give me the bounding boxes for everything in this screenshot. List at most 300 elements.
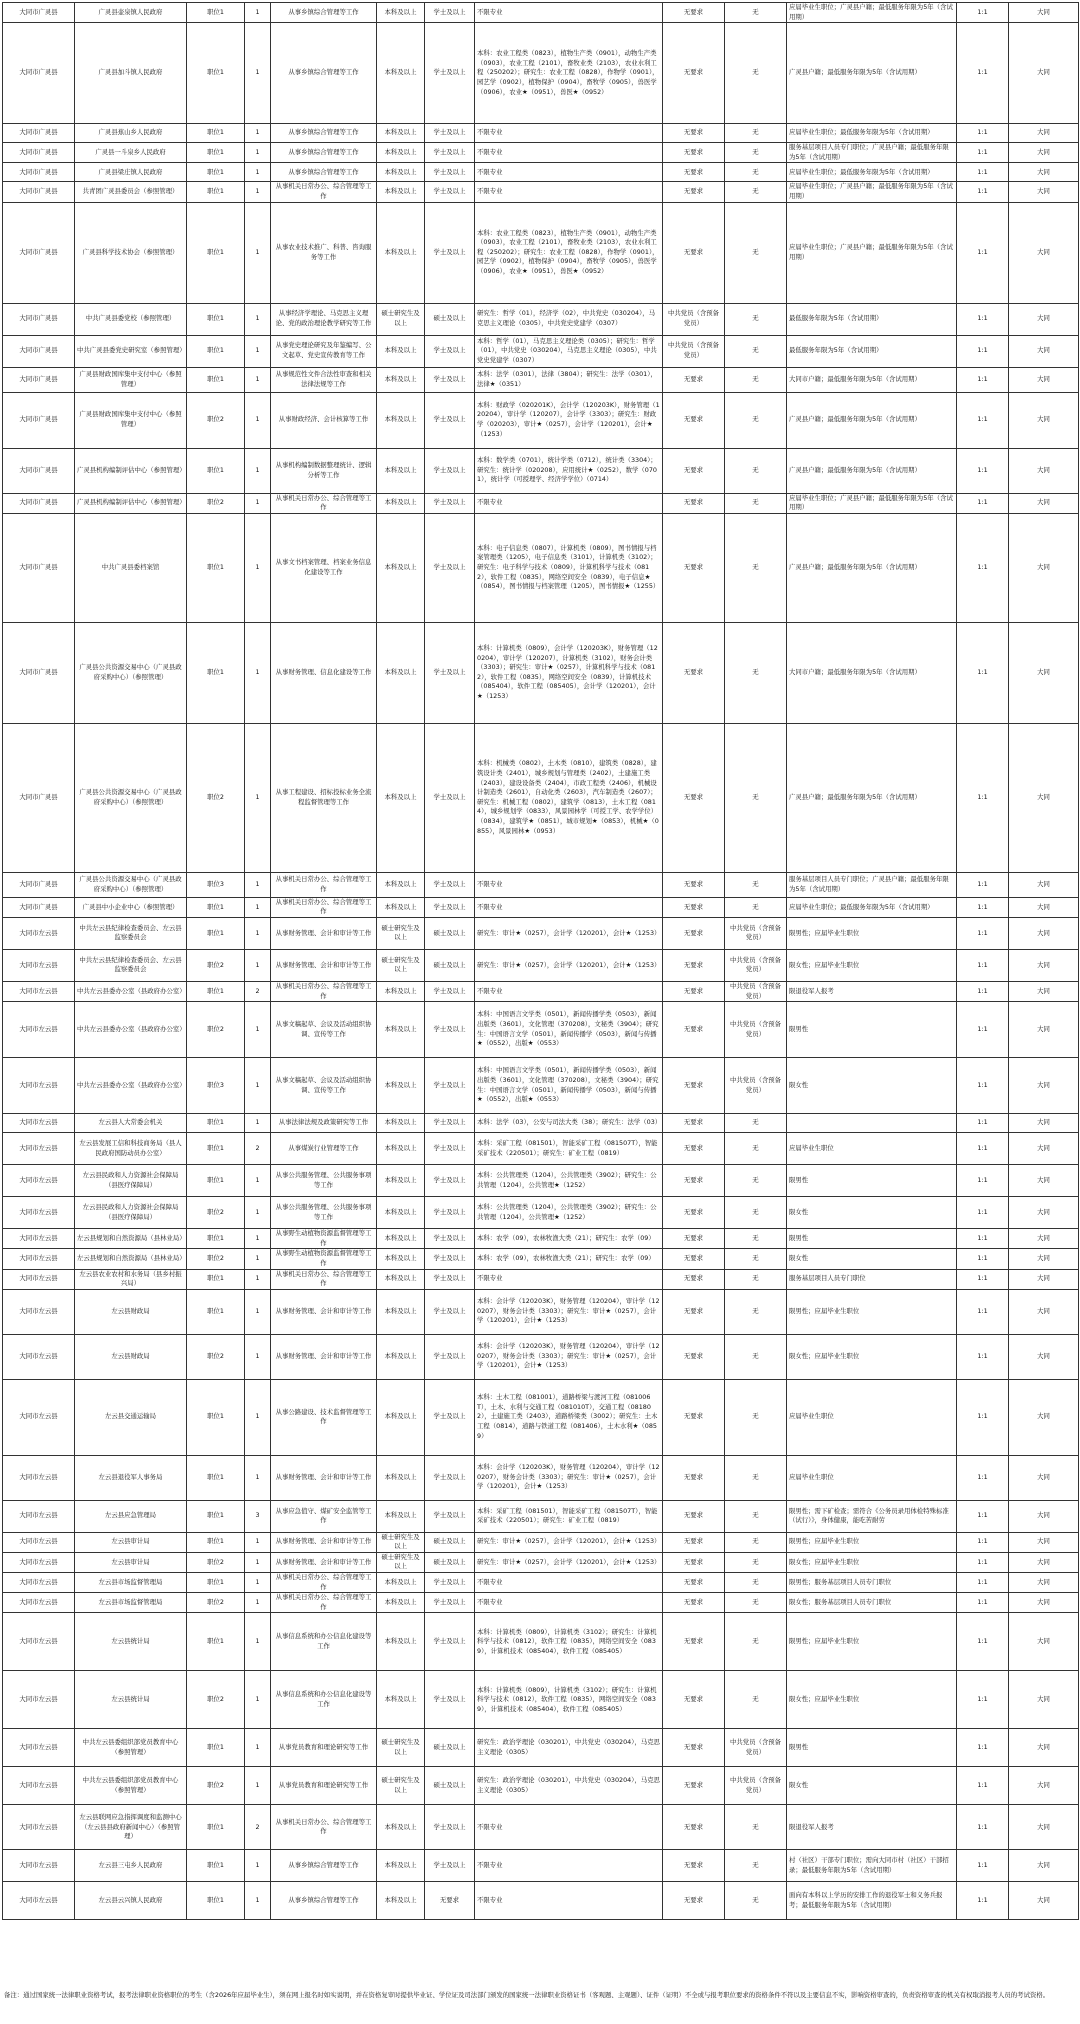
cell-position-code: 职位1 xyxy=(187,1165,245,1197)
cell-department: 广灵县科学技术协会（参照管理） xyxy=(75,202,187,303)
cell-exam-site: 大同 xyxy=(1009,1133,1079,1165)
cell-job-duties: 从事党史理论研究及年鉴编写、公文起草、党史宣传教育等工作 xyxy=(271,335,377,367)
cell-position-code: 职位1 xyxy=(187,622,245,723)
cell-political-status: 无要求 xyxy=(663,872,725,897)
cell-headcount: 1 xyxy=(245,1552,271,1572)
cell-education: 本科及以上 xyxy=(377,622,425,723)
cell-department: 广灵县财政国库集中支付中心（参照管理） xyxy=(75,367,187,392)
cell-recruiting-unit: 大同市广灵县 xyxy=(3,448,75,493)
cell-political-status: 无要求 xyxy=(663,622,725,723)
cell-political-status: 无要求 xyxy=(663,1767,725,1805)
cell-party-membership: 无 xyxy=(725,1500,787,1532)
table-row xyxy=(3,448,1079,493)
cell-job-duties: 从事野生动植物资源监督管理等工作 xyxy=(271,1249,377,1269)
cell-political-status: 无要求 xyxy=(663,1613,725,1671)
cell-exam-site: 大同 xyxy=(1009,1767,1079,1805)
cell-interview-ratio: 1:1 xyxy=(957,124,1009,143)
cell-major-requirement: 不限专业 xyxy=(475,124,663,143)
cell-job-duties: 从事工程建设、招标投标业务全流程监督管理等工作 xyxy=(271,723,377,872)
cell-degree: 无要求 xyxy=(425,1882,475,1920)
cell-exam-site: 大同 xyxy=(1009,1269,1079,1289)
cell-other-conditions: 广灵县户籍；最低服务年限为5年（含试用期） xyxy=(787,513,957,622)
cell-political-status: 无要求 xyxy=(663,1197,725,1229)
cell-exam-site: 大同 xyxy=(1009,949,1079,981)
cell-party-membership: 无 xyxy=(725,202,787,303)
cell-headcount: 1 xyxy=(245,1334,271,1379)
cell-headcount: 1 xyxy=(245,143,271,163)
cell-department: 左云县财政局 xyxy=(75,1334,187,1379)
table-row xyxy=(3,1882,1079,1920)
table-row xyxy=(3,335,1079,367)
cell-recruiting-unit: 大同市广灵县 xyxy=(3,202,75,303)
cell-exam-site: 大同 xyxy=(1009,303,1079,335)
cell-major-requirement: 研究生：审计★（0257），会计学（120201），会计★（1253） xyxy=(475,1552,663,1572)
cell-other-conditions: 限退役军人报考 xyxy=(787,1805,957,1850)
cell-major-requirement: 不限专业 xyxy=(475,897,663,917)
cell-position-code: 职位1 xyxy=(187,335,245,367)
cell-headcount: 1 xyxy=(245,303,271,335)
cell-interview-ratio: 1:1 xyxy=(957,1133,1009,1165)
cell-department: 广灵县公共资源交易中心（广灵县政府采购中心）（参照管理） xyxy=(75,622,187,723)
cell-recruiting-unit: 大同市左云县 xyxy=(3,1133,75,1165)
cell-exam-site: 大同 xyxy=(1009,917,1079,949)
table-row xyxy=(3,1114,1079,1133)
cell-job-duties: 从事机关日常办公、综合管理等工作 xyxy=(271,1805,377,1850)
cell-degree: 学士及以上 xyxy=(425,367,475,392)
cell-education: 本科及以上 xyxy=(377,1269,425,1289)
cell-recruiting-unit: 大同市左云县 xyxy=(3,981,75,1001)
cell-party-membership: 无 xyxy=(725,1532,787,1552)
table-row xyxy=(3,1573,1079,1593)
cell-party-membership: 中共党员（含预备党员） xyxy=(725,917,787,949)
cell-major-requirement: 不限专业 xyxy=(475,1573,663,1593)
cell-degree: 学士及以上 xyxy=(425,1165,475,1197)
table-row xyxy=(3,303,1079,335)
cell-other-conditions: 限女性；应届毕业生职位 xyxy=(787,1334,957,1379)
cell-party-membership: 中共党员（含预备党员） xyxy=(725,1729,787,1767)
cell-major-requirement: 本科：电子信息类（0807），计算机类（0809），图书情报与档案管理类（1205），电子信息类（3101），计算机类（3102）；研究生：电子科学与技术（0809），计算机科学与技术（0812），软件工程（0835），网络空间安全（0839），电子信息★（0854），图书情报与档案管理（1205），图书情报★（1255） xyxy=(475,513,663,622)
cell-political-status: 无要求 xyxy=(663,1455,725,1500)
cell-headcount: 1 xyxy=(245,367,271,392)
cell-political-status: 无要求 xyxy=(663,143,725,163)
table-row xyxy=(3,1334,1079,1379)
cell-department: 左云县财政局 xyxy=(75,1289,187,1334)
cell-department: 广灵县公共资源交易中心（广灵县政府采购中心）（参照管理） xyxy=(75,872,187,897)
cell-party-membership: 无 xyxy=(725,1229,787,1249)
cell-interview-ratio: 1:1 xyxy=(957,1269,1009,1289)
cell-degree: 学士及以上 xyxy=(425,1114,475,1133)
cell-department: 广灵县财政国库集中支付中心（参照管理） xyxy=(75,392,187,448)
cell-department: 左云县规划和自然资源局（县林业局） xyxy=(75,1229,187,1249)
cell-other-conditions: 广灵县户籍；最低服务年限为5年（含试用期） xyxy=(787,723,957,872)
cell-position-code: 职位1 xyxy=(187,163,245,182)
cell-job-duties: 从事农业技术推广、科普、咨询服务等工作 xyxy=(271,202,377,303)
cell-political-status: 无要求 xyxy=(663,1249,725,1269)
cell-degree: 学士及以上 xyxy=(425,1613,475,1671)
cell-recruiting-unit: 大同市左云县 xyxy=(3,1532,75,1552)
table-row xyxy=(3,1805,1079,1850)
cell-recruiting-unit: 大同市左云县 xyxy=(3,1850,75,1882)
cell-job-duties: 从事乡镇综合管理等工作 xyxy=(271,163,377,182)
cell-exam-site: 大同 xyxy=(1009,202,1079,303)
cell-interview-ratio: 1:1 xyxy=(957,163,1009,182)
cell-education: 本科及以上 xyxy=(377,493,425,513)
cell-other-conditions: 最低服务年限为5年（含试用期） xyxy=(787,335,957,367)
cell-exam-site: 大同 xyxy=(1009,1805,1079,1850)
cell-degree: 学士及以上 xyxy=(425,897,475,917)
cell-major-requirement: 本科：土木工程（081001），道路桥梁与渡河工程（081006T），土木、水利与交通工程（081010T），交通工程（081802），土建施工类（2403），道路桥梁类（3002）；研究生：土木工程（0814），道路与铁道工程（081406），土木水利★（0859） xyxy=(475,1379,663,1455)
cell-position-code: 职位1 xyxy=(187,1613,245,1671)
table-row xyxy=(3,1165,1079,1197)
cell-political-status: 无要求 xyxy=(663,723,725,872)
cell-degree: 学士及以上 xyxy=(425,182,475,202)
cell-political-status: 无要求 xyxy=(663,1882,725,1920)
cell-political-status: 中共党员（含预备党员） xyxy=(663,303,725,335)
cell-exam-site: 大同 xyxy=(1009,182,1079,202)
cell-headcount: 1 xyxy=(245,1882,271,1920)
cell-exam-site: 大同 xyxy=(1009,1882,1079,1920)
table-row xyxy=(3,981,1079,1001)
cell-headcount: 1 xyxy=(245,622,271,723)
cell-job-duties: 从事财务管理、会计和审计等工作 xyxy=(271,949,377,981)
cell-party-membership: 无 xyxy=(725,1133,787,1165)
cell-recruiting-unit: 大同市左云县 xyxy=(3,1729,75,1767)
cell-party-membership: 无 xyxy=(725,513,787,622)
cell-recruiting-unit: 大同市左云县 xyxy=(3,1552,75,1572)
cell-exam-site: 大同 xyxy=(1009,493,1079,513)
cell-interview-ratio: 1:1 xyxy=(957,1882,1009,1920)
cell-major-requirement: 不限专业 xyxy=(475,1882,663,1920)
cell-job-duties: 从事财务管理、会计和审计等工作 xyxy=(271,1455,377,1500)
cell-other-conditions: 广灵县户籍；最低服务年限为5年（含试用期） xyxy=(787,23,957,124)
cell-exam-site: 大同 xyxy=(1009,1552,1079,1572)
cell-party-membership: 无 xyxy=(725,897,787,917)
cell-job-duties: 从事财务管理、信息化建设等工作 xyxy=(271,622,377,723)
recruitment-table xyxy=(2,2,1079,1920)
cell-recruiting-unit: 大同市左云县 xyxy=(3,1197,75,1229)
cell-party-membership: 无 xyxy=(725,1573,787,1593)
cell-department: 中共左云县委组织部党员教育中心（参照管理） xyxy=(75,1729,187,1767)
table-row xyxy=(3,163,1079,182)
cell-other-conditions: 服务基层项目人员专门职位；广灵县户籍；最低服务年限为5年（含试用期） xyxy=(787,872,957,897)
cell-headcount: 2 xyxy=(245,1133,271,1165)
cell-degree: 学士及以上 xyxy=(425,1805,475,1850)
cell-job-duties: 从事乡镇综合管理等工作 xyxy=(271,23,377,124)
cell-headcount: 1 xyxy=(245,1532,271,1552)
cell-department: 中共广灵县委党校（参照管理） xyxy=(75,303,187,335)
cell-headcount: 1 xyxy=(245,493,271,513)
cell-headcount: 1 xyxy=(245,1573,271,1593)
cell-department: 左云县民政和人力资源社会保障局（县医疗保障局） xyxy=(75,1197,187,1229)
cell-major-requirement: 本科：法学（03），公安与司法大类（38）；研究生：法学（03） xyxy=(475,1114,663,1133)
cell-position-code: 职位1 xyxy=(187,23,245,124)
cell-other-conditions: 限男性；应届毕业生职位 xyxy=(787,1532,957,1552)
cell-department: 中共广灵县委档案馆 xyxy=(75,513,187,622)
cell-job-duties: 从事机构编制数据整理统计、逻辑分析等工作 xyxy=(271,448,377,493)
cell-recruiting-unit: 大同市左云县 xyxy=(3,1882,75,1920)
cell-major-requirement: 研究生：审计★（0257），会计学（120201），会计★（1253） xyxy=(475,949,663,981)
cell-department: 左云县应急管理局 xyxy=(75,1500,187,1532)
cell-political-status: 无要求 xyxy=(663,917,725,949)
cell-headcount: 1 xyxy=(245,513,271,622)
cell-position-code: 职位1 xyxy=(187,143,245,163)
cell-exam-site: 大同 xyxy=(1009,1593,1079,1613)
cell-degree: 学士及以上 xyxy=(425,513,475,622)
cell-political-status: 无要求 xyxy=(663,1229,725,1249)
cell-headcount: 1 xyxy=(245,1229,271,1249)
cell-exam-site: 大同 xyxy=(1009,1229,1079,1249)
cell-other-conditions: 限男性 xyxy=(787,1002,957,1058)
cell-department: 中共左云县委办公室（县政府办公室） xyxy=(75,1058,187,1114)
cell-degree: 学士及以上 xyxy=(425,392,475,448)
cell-interview-ratio: 1:1 xyxy=(957,622,1009,723)
cell-job-duties: 从事经济学理论、马克思主义理论、党的政治理论教学研究等工作 xyxy=(271,303,377,335)
cell-education: 本科及以上 xyxy=(377,3,425,23)
cell-political-status: 无要求 xyxy=(663,1114,725,1133)
cell-recruiting-unit: 大同市左云县 xyxy=(3,1805,75,1850)
cell-interview-ratio: 1:1 xyxy=(957,1249,1009,1269)
cell-party-membership: 无 xyxy=(725,1552,787,1572)
table-row xyxy=(3,1532,1079,1552)
cell-political-status: 无要求 xyxy=(663,1289,725,1334)
cell-recruiting-unit: 大同市广灵县 xyxy=(3,143,75,163)
cell-job-duties: 从事机关日常办公、综合管理等工作 xyxy=(271,493,377,513)
cell-department: 左云县联网应急指挥调度和监测中心（左云县县政府新闻中心）（参照管理） xyxy=(75,1805,187,1850)
cell-job-duties: 从事机关日常办公、综合管理等工作 xyxy=(271,1573,377,1593)
cell-interview-ratio: 1:1 xyxy=(957,981,1009,1001)
cell-job-duties: 从事党员教育和理论研究等工作 xyxy=(271,1729,377,1767)
cell-other-conditions: 限男性 xyxy=(787,1729,957,1767)
cell-other-conditions: 大同市户籍；最低服务年限为5年（含试用期） xyxy=(787,367,957,392)
cell-position-code: 职位2 xyxy=(187,1197,245,1229)
cell-party-membership: 无 xyxy=(725,23,787,124)
cell-recruiting-unit: 大同市广灵县 xyxy=(3,182,75,202)
cell-position-code: 职位1 xyxy=(187,1133,245,1165)
cell-interview-ratio: 1:1 xyxy=(957,448,1009,493)
cell-party-membership: 中共党员（含预备党员） xyxy=(725,1767,787,1805)
cell-exam-site: 大同 xyxy=(1009,1197,1079,1229)
cell-major-requirement: 本科：数学类（0701），统计学类（0712），统计类（3304）；研究生：统计学（020208），应用统计★（0252），数学（0701），统计学（可授理学、经济学学位）（0714） xyxy=(475,448,663,493)
cell-exam-site: 大同 xyxy=(1009,143,1079,163)
cell-job-duties: 从事公路建设、技术监督管理等工作 xyxy=(271,1379,377,1455)
cell-education: 本科及以上 xyxy=(377,1197,425,1229)
cell-headcount: 1 xyxy=(245,3,271,23)
cell-recruiting-unit: 大同市左云县 xyxy=(3,1114,75,1133)
cell-other-conditions: 限男性；应届毕业生职位 xyxy=(787,917,957,949)
cell-headcount: 3 xyxy=(245,1500,271,1532)
cell-job-duties: 从事规范性文件合法性审查和相关法律法规等工作 xyxy=(271,367,377,392)
cell-recruiting-unit: 大同市广灵县 xyxy=(3,392,75,448)
cell-headcount: 1 xyxy=(245,392,271,448)
cell-department: 广灵县壶泉镇人民政府 xyxy=(75,3,187,23)
cell-job-duties: 从事信息系统和办公信息化建设等工作 xyxy=(271,1671,377,1729)
cell-recruiting-unit: 大同市左云县 xyxy=(3,1671,75,1729)
cell-education: 硕士研究生及以上 xyxy=(377,1729,425,1767)
cell-position-code: 职位1 xyxy=(187,1269,245,1289)
cell-interview-ratio: 1:1 xyxy=(957,1671,1009,1729)
cell-political-status: 无要求 xyxy=(663,202,725,303)
cell-recruiting-unit: 大同市左云县 xyxy=(3,1593,75,1613)
cell-interview-ratio: 1:1 xyxy=(957,897,1009,917)
cell-education: 本科及以上 xyxy=(377,897,425,917)
cell-position-code: 职位2 xyxy=(187,493,245,513)
cell-headcount: 1 xyxy=(245,1455,271,1500)
cell-degree: 硕士及以上 xyxy=(425,917,475,949)
cell-headcount: 1 xyxy=(245,182,271,202)
cell-political-status: 无要求 xyxy=(663,1573,725,1593)
cell-party-membership: 无 xyxy=(725,1882,787,1920)
cell-party-membership: 无 xyxy=(725,1269,787,1289)
cell-job-duties: 从事财务管理、会计和审计等工作 xyxy=(271,1532,377,1552)
cell-department: 中共广灵县委党史研究室（参照管理） xyxy=(75,335,187,367)
cell-position-code: 职位1 xyxy=(187,897,245,917)
cell-political-status: 无要求 xyxy=(663,513,725,622)
cell-major-requirement: 本科：法学（0301），法律（3804）；研究生：法学（0301），法律★（0351） xyxy=(475,367,663,392)
cell-degree: 学士及以上 xyxy=(425,1671,475,1729)
cell-major-requirement: 本科：计算机类（0809），会计学（120203K），财务管理（120204），审计学（120207），计算机类（3102），财务会计类（3303）；研究生：审计★（0257），计算机科学与技术（0812），软件工程（0835），网络空间安全（0839），计算机技术（085404），软件工程（085405），会计学（120201），会计★（1253） xyxy=(475,622,663,723)
cell-party-membership: 无 xyxy=(725,1289,787,1334)
cell-job-duties: 从事党员教育和理论研究等工作 xyxy=(271,1767,377,1805)
cell-other-conditions: 限男性；服务基层项目人员专门职位 xyxy=(787,1573,957,1593)
cell-department: 左云县发展工信和科技商务局（县人民政府国防动员办公室） xyxy=(75,1133,187,1165)
cell-department: 左云县规划和自然资源局（县林业局） xyxy=(75,1249,187,1269)
cell-political-status: 无要求 xyxy=(663,1500,725,1532)
cell-exam-site: 大同 xyxy=(1009,513,1079,622)
cell-political-status: 中共党员（含预备党员） xyxy=(663,335,725,367)
cell-recruiting-unit: 大同市左云县 xyxy=(3,949,75,981)
cell-interview-ratio: 1:1 xyxy=(957,1593,1009,1613)
cell-major-requirement: 不限专业 xyxy=(475,981,663,1001)
cell-major-requirement: 本科：机械类（0802），土木类（0810），建筑类（0828），建筑设计类（2401），城乡规划与管理类（2402），土建施工类（2403），建设设备类（2404），市政工程类（2406），机械设计制造类（2601），自动化类（2603），汽车制造类（2607）；研究生：机械工程（0802），建筑学（0813），土木工程（0814），城乡规划学（0833），风景园林学（可授工学、农学学位）（0834），建筑学★（0851），城市规划★（0853），机械★（0855），风景园林★（0953） xyxy=(475,723,663,872)
cell-department: 广灵县加斗镇人民政府 xyxy=(75,23,187,124)
cell-recruiting-unit: 大同市左云县 xyxy=(3,1058,75,1114)
cell-political-status: 无要求 xyxy=(663,1805,725,1850)
cell-education: 本科及以上 xyxy=(377,1165,425,1197)
cell-other-conditions: 限女性；应届毕业生职位 xyxy=(787,1671,957,1729)
cell-other-conditions: 应届毕业生职位 xyxy=(787,1379,957,1455)
cell-degree: 学士及以上 xyxy=(425,1058,475,1114)
cell-recruiting-unit: 大同市左云县 xyxy=(3,1249,75,1269)
cell-headcount: 1 xyxy=(245,1002,271,1058)
cell-headcount: 1 xyxy=(245,1613,271,1671)
cell-other-conditions: 限女性 xyxy=(787,1058,957,1114)
cell-party-membership: 无 xyxy=(725,1114,787,1133)
cell-interview-ratio: 1:1 xyxy=(957,1729,1009,1767)
cell-recruiting-unit: 大同市左云县 xyxy=(3,1269,75,1289)
cell-interview-ratio: 1:1 xyxy=(957,303,1009,335)
table-row xyxy=(3,124,1079,143)
cell-exam-site: 大同 xyxy=(1009,392,1079,448)
cell-position-code: 职位3 xyxy=(187,872,245,897)
table-row xyxy=(3,1671,1079,1729)
cell-degree: 学士及以上 xyxy=(425,335,475,367)
table-row xyxy=(3,1767,1079,1805)
cell-degree: 硕士及以上 xyxy=(425,1552,475,1572)
cell-other-conditions: 限男性；应届毕业生职位 xyxy=(787,1613,957,1671)
cell-headcount: 1 xyxy=(245,1379,271,1455)
cell-education: 本科及以上 xyxy=(377,1671,425,1729)
cell-education: 本科及以上 xyxy=(377,335,425,367)
cell-education: 本科及以上 xyxy=(377,1114,425,1133)
cell-exam-site: 大同 xyxy=(1009,872,1079,897)
cell-party-membership: 无 xyxy=(725,1671,787,1729)
cell-department: 广灵县机构编制评估中心（参照管理） xyxy=(75,448,187,493)
cell-degree: 学士及以上 xyxy=(425,1334,475,1379)
cell-major-requirement: 本科：计算机类（0809），计算机类（3102）；研究生：计算机科学与技术（0812），软件工程（0835），网络空间安全（0839），计算机技术（085404），软件工程（085405） xyxy=(475,1613,663,1671)
cell-education: 硕士研究生及以上 xyxy=(377,1552,425,1572)
cell-recruiting-unit: 大同市左云县 xyxy=(3,1573,75,1593)
cell-headcount: 1 xyxy=(245,448,271,493)
cell-interview-ratio: 1:1 xyxy=(957,1002,1009,1058)
cell-recruiting-unit: 大同市左云县 xyxy=(3,1613,75,1671)
cell-party-membership: 无 xyxy=(725,143,787,163)
cell-other-conditions: 限女性 xyxy=(787,1197,957,1229)
cell-interview-ratio: 1:1 xyxy=(957,949,1009,981)
cell-headcount: 1 xyxy=(245,1671,271,1729)
cell-job-duties: 从事财务管理、会计和审计等工作 xyxy=(271,1289,377,1334)
cell-other-conditions: 限女性；服务基层项目人员专门职位 xyxy=(787,1593,957,1613)
cell-exam-site: 大同 xyxy=(1009,1289,1079,1334)
cell-exam-site: 大同 xyxy=(1009,1002,1079,1058)
cell-education: 本科及以上 xyxy=(377,1455,425,1500)
cell-degree: 学士及以上 xyxy=(425,202,475,303)
cell-department: 广灵县一斗泉乡人民政府 xyxy=(75,143,187,163)
cell-headcount: 1 xyxy=(245,917,271,949)
cell-headcount: 1 xyxy=(245,897,271,917)
cell-other-conditions: 广灵县户籍；最低服务年限为5年（含试用期） xyxy=(787,448,957,493)
cell-education: 硕士研究生及以上 xyxy=(377,1767,425,1805)
cell-department: 广灵县中小企业中心（参照管理） xyxy=(75,897,187,917)
cell-department: 左云县三屯乡人民政府 xyxy=(75,1850,187,1882)
cell-major-requirement: 研究生：审计★（0257），会计学（120201），会计★（1253） xyxy=(475,917,663,949)
cell-degree: 学士及以上 xyxy=(425,3,475,23)
cell-department: 左云县退役军人事务局 xyxy=(75,1455,187,1500)
cell-major-requirement: 本科：会计学（120203K），财务管理（120204），审计学（120207），财务会计类（3303）；研究生：审计★（0257），会计学（120201），会计★（1253） xyxy=(475,1289,663,1334)
cell-headcount: 1 xyxy=(245,949,271,981)
cell-headcount: 1 xyxy=(245,202,271,303)
cell-major-requirement: 本科：采矿工程（081501），智能采矿工程（081507T），智能采矿技术（220501）；研究生：矿业工程（0819） xyxy=(475,1133,663,1165)
cell-degree: 学士及以上 xyxy=(425,1289,475,1334)
cell-other-conditions: 最低服务年限为5年（含试用期） xyxy=(787,303,957,335)
cell-job-duties: 从事机关日常办公、综合管理等工作 xyxy=(271,1593,377,1613)
cell-education: 本科及以上 xyxy=(377,143,425,163)
cell-recruiting-unit: 大同市左云县 xyxy=(3,1455,75,1500)
cell-other-conditions: 村（社区）干部专门职位；需向大同市村（社区）干部招录；最低服务年限为5年（含试用期） xyxy=(787,1850,957,1882)
cell-department: 中共左云县委办公室（县政府办公室） xyxy=(75,1002,187,1058)
cell-interview-ratio: 1:1 xyxy=(957,723,1009,872)
cell-department: 广灵县梁庄镇人民政府 xyxy=(75,163,187,182)
cell-job-duties: 从事机关日常办公、综合管理等工作 xyxy=(271,872,377,897)
cell-job-duties: 从事财务管理、会计和审计等工作 xyxy=(271,1552,377,1572)
cell-position-code: 职位1 xyxy=(187,1229,245,1249)
table-row xyxy=(3,897,1079,917)
cell-position-code: 职位1 xyxy=(187,1114,245,1133)
cell-headcount: 1 xyxy=(245,872,271,897)
cell-department: 广灵县公共资源交易中心（广灵县政府采购中心）（参照管理） xyxy=(75,723,187,872)
cell-education: 本科及以上 xyxy=(377,1379,425,1455)
cell-political-status: 无要求 xyxy=(663,1165,725,1197)
cell-exam-site: 大同 xyxy=(1009,448,1079,493)
cell-degree: 学士及以上 xyxy=(425,1455,475,1500)
cell-major-requirement: 不限专业 xyxy=(475,1269,663,1289)
cell-degree: 学士及以上 xyxy=(425,1002,475,1058)
cell-degree: 学士及以上 xyxy=(425,1500,475,1532)
table-row xyxy=(3,622,1079,723)
cell-major-requirement: 本科：哲学（01），马克思主义理论类（0305）；研究生：哲学（01），中共党史（030204），马克思主义理论（0305），中共党史党建学（0307） xyxy=(475,335,663,367)
cell-position-code: 职位3 xyxy=(187,1058,245,1114)
cell-interview-ratio: 1:1 xyxy=(957,23,1009,124)
cell-headcount: 2 xyxy=(245,1805,271,1850)
